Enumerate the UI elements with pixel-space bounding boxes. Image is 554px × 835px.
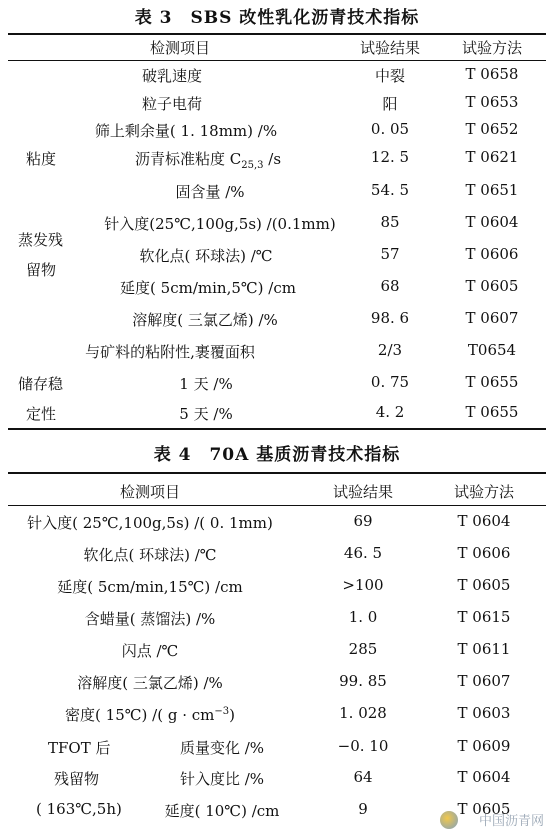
watermark: 中国沥青网 <box>478 814 544 829</box>
row-result: 阳 <box>382 95 398 113</box>
table4-group-tfot-a: TFOT 后 <box>48 739 111 757</box>
row-method: T 0606 <box>457 544 511 562</box>
row-item: 与矿料的粘附性,裹覆面积 <box>85 343 255 361</box>
row-method: T 0604 <box>457 512 511 530</box>
row-result: 12. 5 <box>370 148 410 166</box>
row-method: T0654 <box>467 341 517 359</box>
row-result: 64 <box>353 768 373 786</box>
table4-top-rule <box>8 472 546 474</box>
row-item: 含蜡量( 蒸馏法) /% <box>84 610 216 628</box>
row-method: T 0652 <box>465 120 519 138</box>
row-item: 延度( 5cm/min,5℃) /cm <box>120 279 296 297</box>
row-method: T 0651 <box>465 181 519 199</box>
row-result: 0. 05 <box>370 120 410 138</box>
row-method: T 0655 <box>465 403 519 421</box>
row-item: 针入度比 /% <box>179 770 265 788</box>
row-result: 69 <box>353 512 373 530</box>
row-method: T 0606 <box>465 245 519 263</box>
table4-header-result: 试验结果 <box>332 483 394 501</box>
table3-group-residue-b: 留物 <box>26 261 57 279</box>
row-method: T 0607 <box>457 672 511 690</box>
row-item: 溶解度( 三氯乙烯) /% <box>132 311 278 329</box>
table3-bottom-rule <box>8 428 546 430</box>
row-result: 57 <box>380 245 400 263</box>
row-method: T 0609 <box>457 737 511 755</box>
row-result: 4. 2 <box>375 403 405 421</box>
row-item: 针入度( 25℃,100g,5s) /( 0. 1mm) <box>27 514 273 532</box>
row-item: 破乳速度 <box>141 67 203 85</box>
table4-title: 表 4 70A 基质沥青技术指标 <box>153 445 401 465</box>
row-method: T 0605 <box>457 800 511 818</box>
row-method: T 0603 <box>457 704 511 722</box>
row-item: 延度( 5cm/min,15℃) /cm <box>57 578 243 596</box>
row-item: 延度( 10℃) /cm <box>164 802 280 820</box>
row-result: 285 <box>348 640 378 658</box>
row-result: 54. 5 <box>370 181 410 199</box>
row-item: 筛上剩余量( 1. 18mm) /% <box>94 122 278 140</box>
row-item: 固含量 /% <box>175 183 245 201</box>
row-method: T 0607 <box>465 309 519 327</box>
row-item: 质量变化 /% <box>179 739 265 757</box>
table3-header-rule <box>8 60 546 61</box>
row-method: T 0615 <box>457 608 511 626</box>
row-item: 1 天 /% <box>179 375 233 393</box>
table3-header-item: 检测项目 <box>149 39 211 57</box>
table3-group-storage-a: 储存稳 <box>18 375 64 393</box>
table3-title: 表 3 SBS 改性乳化沥青技术指标 <box>134 8 420 28</box>
row-result: 1. 028 <box>339 704 387 722</box>
row-result: −0. 10 <box>337 737 389 755</box>
table3-group-residue-a: 蒸发残 <box>18 231 64 249</box>
row-method: T 0653 <box>465 93 519 111</box>
table3-group-viscosity: 粘度 <box>26 150 57 168</box>
row-item: 软化点( 环球法) /℃ <box>83 546 217 564</box>
table3-header-result: 试验结果 <box>359 39 421 57</box>
row-method: T 0655 <box>465 373 519 391</box>
table4-group-tfot-c: ( 163℃,5h) <box>36 800 122 818</box>
row-result: 99. 85 <box>339 672 387 690</box>
watermark-logo-icon <box>440 811 458 829</box>
row-item: 粒子电荷 <box>141 95 203 113</box>
row-method: T 0605 <box>465 277 519 295</box>
table3-group-storage-b: 定性 <box>26 405 57 423</box>
row-method: T 0604 <box>457 768 511 786</box>
row-item: 溶解度( 三氯乙烯) /% <box>77 674 223 692</box>
row-method: T 0604 <box>465 213 519 231</box>
row-item: 闪点 /℃ <box>121 642 179 660</box>
row-item: 5 天 /% <box>179 405 233 423</box>
row-method: T 0621 <box>465 148 519 166</box>
row-result: 68 <box>380 277 400 295</box>
table3-top-rule <box>8 33 546 35</box>
row-result: 2/3 <box>377 341 403 359</box>
table4-header-rule <box>8 505 546 506</box>
row-result: 98. 6 <box>370 309 410 327</box>
row-result: 46. 5 <box>343 544 383 562</box>
row-result: 85 <box>380 213 400 231</box>
table4-group-tfot-b: 残留物 <box>54 770 100 788</box>
table4-header-item: 检测项目 <box>119 483 181 501</box>
row-item: 针入度(25℃,100g,5s) /(0.1mm) <box>104 215 336 233</box>
row-result: 中裂 <box>374 67 406 85</box>
row-item: 软化点( 环球法) /℃ <box>139 247 273 265</box>
row-result: 0. 75 <box>370 373 410 391</box>
row-method: T 0611 <box>457 640 511 658</box>
row-item: 密度( 15℃) /( $g \cdot cm^{-3}$) <box>65 706 235 724</box>
row-result: 9 <box>358 800 368 818</box>
table4-header-method: 试验方法 <box>453 483 515 501</box>
row-result: >100 <box>342 576 384 594</box>
row-item: 沥青标准粘度 $C_{25,3}$ /s <box>134 150 282 171</box>
row-method: T 0658 <box>465 65 519 83</box>
row-method: T 0605 <box>457 576 511 594</box>
table3-header-method: 试验方法 <box>461 39 523 57</box>
row-result: 1. 0 <box>348 608 378 626</box>
